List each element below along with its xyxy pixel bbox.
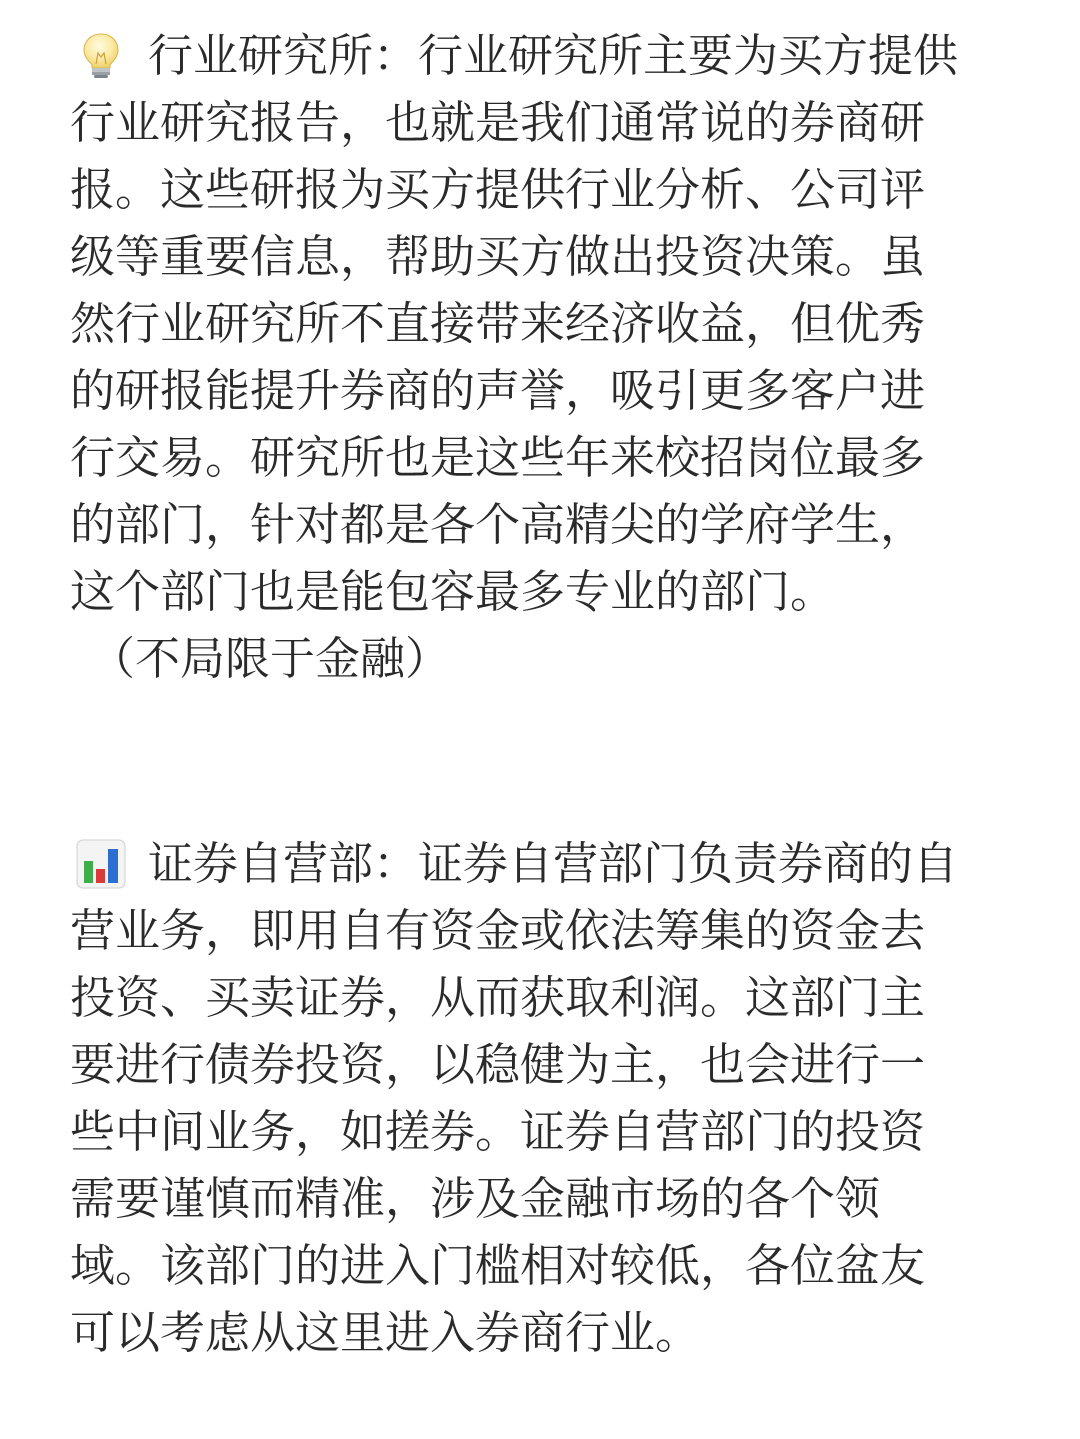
research-institute-line-2: 行业研究报告，也就是我们通常说的券商研: [70, 96, 926, 149]
proprietary-trading-line-5: 些中间业务，如搓券。证券自营部门的投资: [70, 1105, 926, 1158]
research-institute-section: [70, 22, 1020, 692]
proprietary-trading-line-3: 投资、买卖证券，从而获取利润。这部门主: [70, 971, 926, 1024]
proprietary-trading-line-4: 要进行债券投资，以稳健为主，也会进行一: [70, 1038, 926, 1091]
proprietary-trading-heading-line: [76, 830, 1020, 897]
proprietary-trading-line-6: 需要谨慎而精准，涉及金融市场的各个领: [70, 1172, 881, 1225]
research-institute-line-8: 的部门，针对都是各个高精尖的学府学生，: [70, 498, 926, 551]
bar-chart-icon: [76, 839, 126, 889]
proprietary-trading-line-7: 域。该部门的进入门槛相对较低，各位盆友: [70, 1239, 926, 1292]
research-institute-line-3: 报。这些研报为买方提供行业分析、公司评: [70, 163, 926, 216]
research-institute-note: （不局限于金融）: [90, 632, 451, 685]
research-institute-heading-line: [76, 22, 1020, 89]
research-institute-line-5: 然行业研究所不直接带来经济收益，但优秀: [70, 297, 926, 350]
proprietary-trading-section: [70, 830, 1020, 1366]
proprietary-trading-line-8: 可以考虑从这里进入券商行业。: [70, 1306, 701, 1359]
proprietary-trading-line-1: 证券自营部：证券自营部门负责券商的自: [148, 837, 959, 890]
research-institute-line-6: 的研报能提升券商的声誉，吸引更多客户进: [70, 364, 926, 417]
research-institute-line-9: 这个部门也是能包容最多专业的部门。: [70, 565, 836, 618]
research-institute-line-7: 行交易。研究所也是这些年来校招岗位最多: [70, 431, 926, 484]
lightbulb-icon: [76, 31, 126, 81]
proprietary-trading-line-2: 营业务，即用自有资金或依法筹集的资金去: [70, 904, 926, 957]
research-institute-line-4: 级等重要信息，帮助买方做出投资决策。虽: [70, 230, 926, 283]
research-institute-line-1: 行业研究所：行业研究所主要为买方提供: [148, 29, 959, 82]
